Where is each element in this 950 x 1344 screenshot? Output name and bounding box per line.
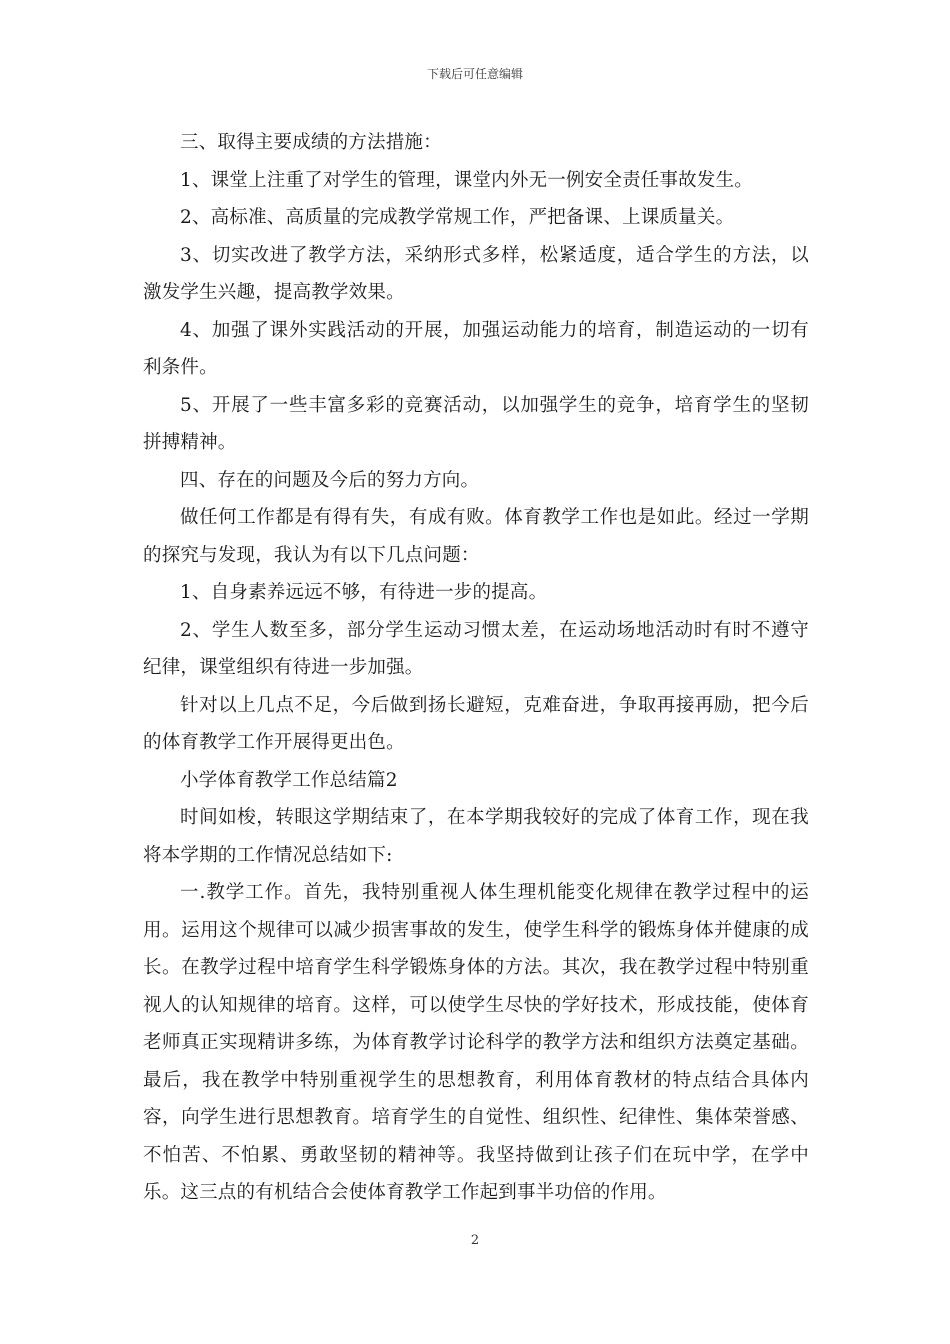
page-number: 2 — [470, 1233, 480, 1248]
section-heading-methods: 三、取得主要成绩的方法措施： — [180, 132, 442, 153]
document-body — [143, 124, 809, 1212]
paragraph-item: 1、课堂上注重了对学生的管理，课堂内外无一例安全责任事故发生。 — [180, 169, 753, 191]
paragraph-item: 4、加强了课外实践活动的开展，加强运动能力的培育，制造运动的一切有利条件。 — [143, 319, 809, 378]
page-header: 下载后可任意编辑 — [426, 67, 523, 81]
paragraph: 做任何工作都是有得有失，有成有败。体育教学工作也是如此。经过一学期的探究与发现，我认为有以下几点问题： — [143, 507, 809, 566]
paragraph: 针对以上几点不足，今后做到扬长避短，克难奋进，争取再接再励，把今后的体育教学工作开展得更出色。 — [143, 694, 809, 753]
paragraph-item: 1、自身素养远远不够，有待进一步的提高。 — [180, 582, 548, 603]
paragraph-item: 3、切实改进了教学方法，采纳形式多样，松紧适度，适合学生的方法，以激发学生兴趣，提高教学效果。 — [143, 244, 809, 303]
paragraph-item: 2、学生人数至多，部分学生运动习惯太差，在运动场地活动时有时不遵守纪律，课堂组织有待进一步加强。 — [143, 619, 809, 678]
paragraph-item: 2、高标准、高质量的完成教学常规工作，严把备课、上课质量关。 — [180, 207, 735, 228]
paragraph: 一.教学工作。首先，我特别重视人体生理机能变化规律在教学过程中的运用。运用这个规律可以减少损害事故的发生，使学生科学的锻炼身体并健康的成长。在教学过程中培育学生科学锻炼身体的方法。其次，我在教学过程中特别重视人的认知规律的培育。这样，可以使学生尽快的学好技术，形成技能，使体育老师真正实现精讲多练，为体育教学讨论科学的教学方法和组织方法奠定基础。最后，我在教学中特别重视学生的思想教育，利用体育教材的特点结合具体内容，向学生进行思想教育。培育学生的自觉性、组织性、纪律性、集体荣誉感、不怕苦、不怕累、勇敢坚韧的精神等。我坚持做到让孩子们在玩中学，在学中乐。这三点的有机结合会使体育教学工作起到事半功倍的作用。 — [143, 882, 809, 1203]
paragraph-item: 5、开展了一些丰富多彩的竞赛活动，以加强学生的竞争，培育学生的坚韧拼搏精神。 — [143, 394, 809, 453]
paragraph: 时间如梭，转眼这学期结束了，在本学期我较好的完成了体育工作，现在我将本学期的工作情况总结如下: — [143, 807, 809, 866]
article-title: 小学体育教学工作总结篇2 — [180, 769, 398, 791]
section-heading-problems: 四、存在的问题及今后的努力方向。 — [180, 469, 480, 491]
